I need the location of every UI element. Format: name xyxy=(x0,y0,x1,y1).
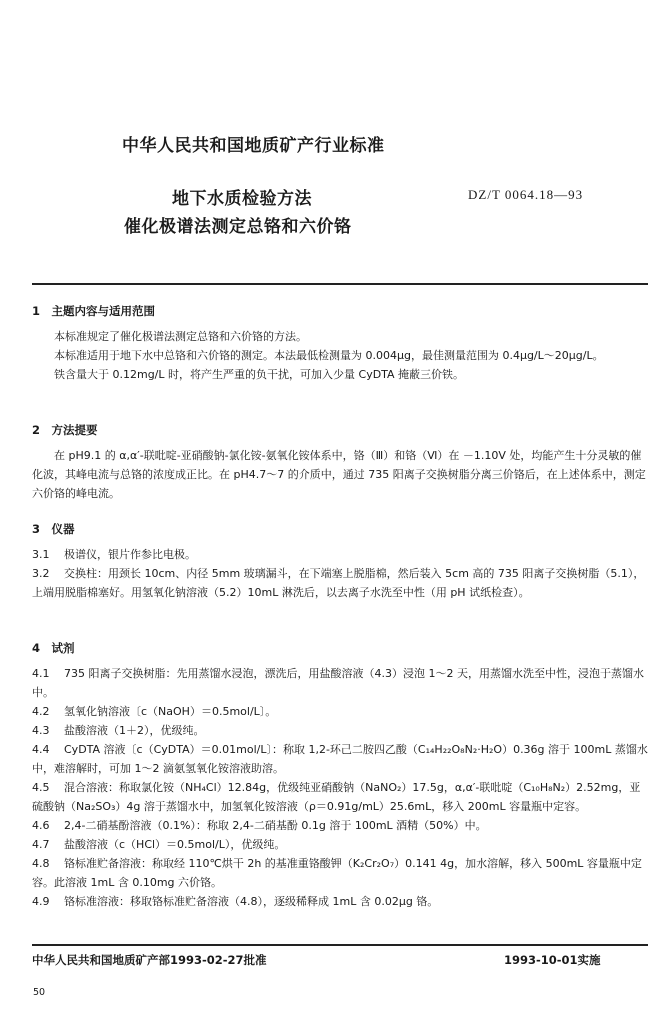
org-title: 中华人民共和国地质矿产行业标准 xyxy=(122,136,385,156)
item-number: 4.5 xyxy=(32,781,50,794)
section-2 xyxy=(32,421,648,503)
item-text: 735 阳离子交换树脂：先用蒸馏水浸泡，漂洗后，用盐酸溶液（4.3）浸泡 1～2 天，用蒸馏水洗至中性，浸泡于蒸馏水中。 xyxy=(32,667,644,699)
item-number: 4.4 xyxy=(32,743,50,756)
section-heading: 2 方法提要 xyxy=(32,423,98,437)
footer-divider xyxy=(32,944,648,946)
list-item xyxy=(32,740,648,778)
section-heading: 3 仪器 xyxy=(32,522,75,536)
paragraph: 在 pH9.1 的 α,α′-联吡啶-亚硝酸钠-氯化铵-氨氧化铵体系中，铬（Ⅲ）和铬（Ⅵ）在 －1.10V 处，均能产生十分灵敏的催化波，其峰电流与总铬的浓度成正比。在 pH4.7～7 的介质中，通过 735 阳离子交换树脂分离三价铬后，在上述体系中，测定六价铬的峰电流。 xyxy=(32,449,646,500)
paragraph: 铁含量大于 0.12mg/L 时，将产生严重的负干扰，可加入少量 CyDTA 掩蔽三价铁。 xyxy=(54,368,465,381)
list-item xyxy=(32,892,648,911)
item-text: 2,4-二硝基酚溶液（0.1%）：称取 2,4-二硝基酚 0.1g 溶于 100mL 酒精（50%）中。 xyxy=(64,819,487,832)
standard-code: DZ/T 0064.18—93 xyxy=(468,187,584,202)
list-item xyxy=(32,835,648,854)
section-heading: 1 主题内容与适用范围 xyxy=(32,304,156,318)
list-item xyxy=(32,564,648,602)
item-number: 3.1 xyxy=(32,548,50,561)
item-number: 4.7 xyxy=(32,838,50,851)
section-1 xyxy=(32,302,648,384)
section-3 xyxy=(32,520,648,602)
item-number: 3.2 xyxy=(32,567,50,580)
item-number: 4.3 xyxy=(32,724,50,737)
header-divider xyxy=(32,283,648,285)
item-text: CyDTA 溶液〔c（CyDTA）＝0.01mol/L〕：称取 1,2-环己二胺四乙酸（C₁₄H₂₂O₈N₂·H₂O）0.36g 溶于 100mL 蒸馏水中，难溶解时，可加 1～2 滴氨氢氧化铵溶液助溶。 xyxy=(32,743,648,775)
list-item xyxy=(32,664,648,702)
item-number: 4.9 xyxy=(32,895,50,908)
list-item xyxy=(32,545,648,564)
document-title-line-1: 地下水质检验方法 xyxy=(172,189,312,209)
item-number: 4.8 xyxy=(32,857,50,870)
item-number: 4.1 xyxy=(32,667,50,680)
item-text: 盐酸溶液（1＋2），优级纯。 xyxy=(64,724,205,737)
list-item xyxy=(32,721,648,740)
item-text: 混合溶液：称取氯化铵（NH₄Cl）12.84g，优级纯亚硝酸钠（NaNO₂）17.5g，α,α′-联吡啶（C₁₀H₈N₂）2.52mg，亚硫酸钠（Na₂SO₃）4g 溶于蒸馏水中，加氢氧化铵溶液（ρ＝0.91g/mL）25.6mL，移入 200mL 容量瓶中定容。 xyxy=(32,781,641,813)
item-text: 交换柱：用颈长 10cm、内径 5mm 玻璃漏斗，在下端塞上脱脂棉，然后装入 5cm 高的 735 阳离子交换树脂（5.1），上端用脱脂棉塞好。用氢氧化钠溶液（5.2）10mL 淋洗后，以去离子水洗至中性（用 pH 试纸检查）。 xyxy=(32,567,645,599)
list-item xyxy=(32,854,648,892)
item-text: 极谱仪，银片作参比电极。 xyxy=(64,548,196,561)
list-item xyxy=(32,702,648,721)
section-4 xyxy=(32,639,648,911)
paragraph: 本标准适用于地下水中总铬和六价铬的测定。本法最低检测量为 0.004μg，最佳测量范围为 0.4μg/L～20μg/L。 xyxy=(54,349,604,362)
item-number: 4.6 xyxy=(32,819,50,832)
list-item xyxy=(32,778,648,816)
approval-line: 中华人民共和国地质矿产部1993-02-27批准 xyxy=(32,953,267,967)
item-number: 4.2 xyxy=(32,705,50,718)
page-number: 50 xyxy=(33,987,46,998)
item-text: 铬标准贮备溶液：称取经 110℃烘干 2h 的基准重铬酸钾（K₂Cr₂O₇）0.141 4g，加水溶解，移入 500mL 容量瓶中定容。此溶液 1mL 含 0.10mg 六价铬。 xyxy=(32,857,642,889)
paragraph: 本标准规定了催化极谱法测定总铬和六价铬的方法。 xyxy=(54,330,307,343)
list-item xyxy=(32,816,648,835)
item-text: 氢氧化钠溶液〔c（NaOH）＝0.5mol/L〕。 xyxy=(64,705,277,718)
document-title-line-2: 催化极谱法测定总铬和六价铬 xyxy=(124,217,352,237)
item-text: 盐酸溶液（c（HCl）＝0.5mol/L），优级纯。 xyxy=(64,838,286,851)
section-heading: 4 试剂 xyxy=(32,641,75,655)
implementation-date: 1993-10-01实施 xyxy=(504,953,601,967)
item-text: 铬标准溶液：移取铬标准贮备溶液（4.8），逐级稀释成 1mL 含 0.02μg 铬。 xyxy=(64,895,439,908)
